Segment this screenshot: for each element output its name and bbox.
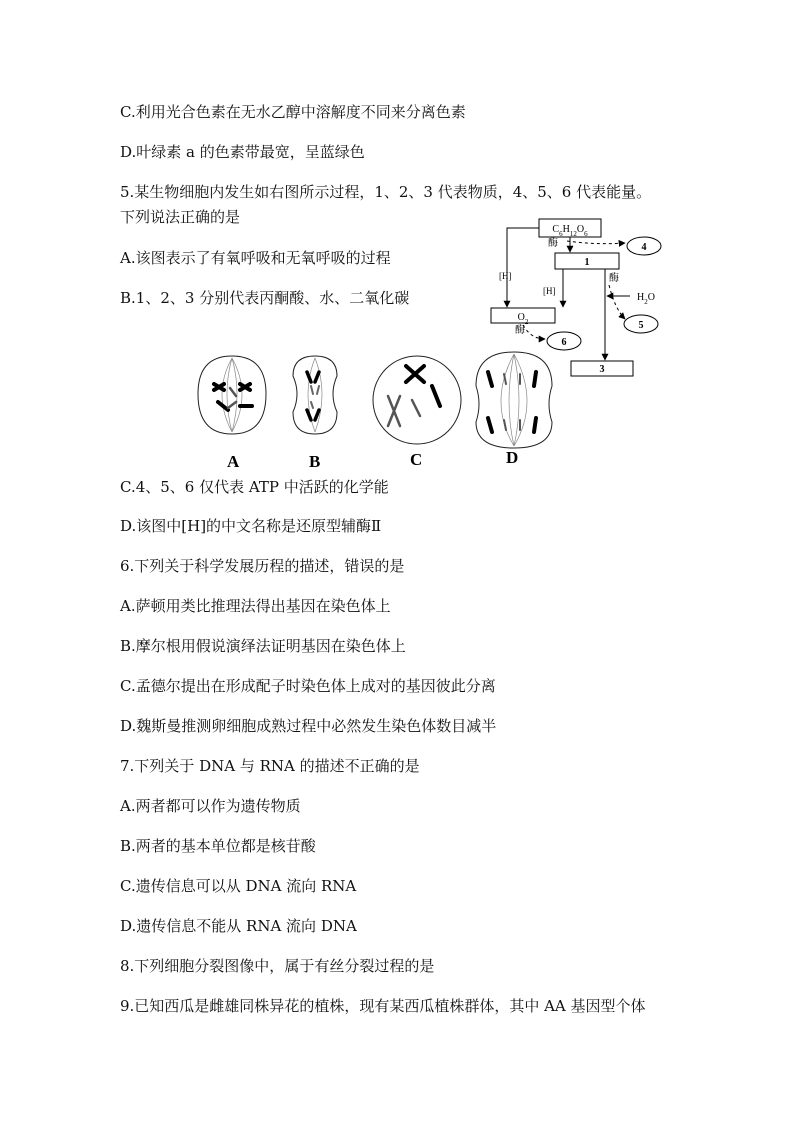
enzyme-label-3: 酶 [515, 325, 525, 336]
question-6-option-a: A.萨顿用类比推理法得出基因在染色体上 [120, 597, 391, 615]
energy-5-label: 5 [638, 320, 644, 331]
question-5-stem-cont: 下列说法正确的是 [120, 208, 241, 226]
option-5-1: C.利用光合色素在无水乙醇中溶解度不同来分离色素 [120, 103, 466, 121]
enzyme-label-1: 酶 [548, 238, 558, 249]
question-5-stem: 5.某生物细胞内发生如右图所示过程，1、2、3 代表物质，4、5、6 代表能量。 [120, 183, 652, 201]
substance-1-label: 1 [584, 257, 590, 268]
question-5-option-c: C.4、5、6 仅代表 ATP 中活跃的化学能 [120, 478, 389, 496]
energy-4-label: 4 [641, 242, 647, 253]
question-7-option-c: C.遗传信息可以从 DNA 流向 RNA [120, 877, 357, 895]
question-6-stem: 6.下列关于科学发展历程的描述，错误的是 [120, 557, 405, 575]
question-7-option-a: A.两者都可以作为遗传物质 [120, 797, 301, 815]
water-label: $H_2O$ [637, 292, 655, 306]
cell-d-label: D [506, 448, 519, 467]
question-7-option-d: D.遗传信息不能从 RNA 流向 DNA [120, 917, 357, 935]
cell-a-label: A [227, 452, 240, 471]
energy-6-label: 6 [561, 337, 567, 348]
question-8-stem: 8.下列细胞分裂图像中，属于有丝分裂过程的是 [120, 957, 435, 975]
cell-c [373, 356, 461, 444]
question-5-option-a: A.该图表示了有氧呼吸和无氧呼吸的过程 [120, 249, 391, 267]
question-5-option-d: D.该图中[H]的中文名称是还原型辅酶Ⅱ [120, 517, 382, 535]
question-7-option-b: B.两者的基本单位都是核苷酸 [120, 837, 316, 855]
enzyme-label-2: 酶 [609, 273, 619, 284]
cell-division-figure [190, 346, 560, 471]
h-left-label: [H] [499, 271, 512, 281]
oxygen-label: $O_2$ [517, 312, 529, 326]
question-6-option-c: C.孟德尔提出在形成配子时染色体上成对的基因彼此分离 [120, 677, 496, 695]
cell-c-label: C [410, 450, 423, 469]
cell-b [293, 356, 337, 434]
question-5-option-b: B.1、2、3 分别代表丙酮酸、水、二氧化碳 [120, 289, 410, 307]
question-7-stem: 7.下列关于 DNA 与 RNA 的描述不正确的是 [120, 757, 420, 775]
h-right-label: [H] [543, 286, 556, 296]
question-6-option-d: D.魏斯曼推测卵细胞成熟过程中必然发生染色体数目减半 [120, 717, 497, 735]
cell-d [476, 352, 552, 448]
cell-a [198, 356, 266, 434]
substance-3-label: 3 [599, 364, 605, 375]
question-9-stem: 9.已知西瓜是雌雄同株异花的植株，现有某西瓜植株群体，其中 AA 基因型个体 [120, 997, 646, 1015]
question-6-option-b: B.摩尔根用假说演绎法证明基因在染色体上 [120, 637, 406, 655]
cell-b-label: B [309, 452, 321, 471]
option-5-2: D.叶绿素 a 的色素带最宽，呈蓝绿色 [120, 143, 365, 161]
glucose-label: $C_6H_{12}O_6$ [552, 224, 588, 238]
